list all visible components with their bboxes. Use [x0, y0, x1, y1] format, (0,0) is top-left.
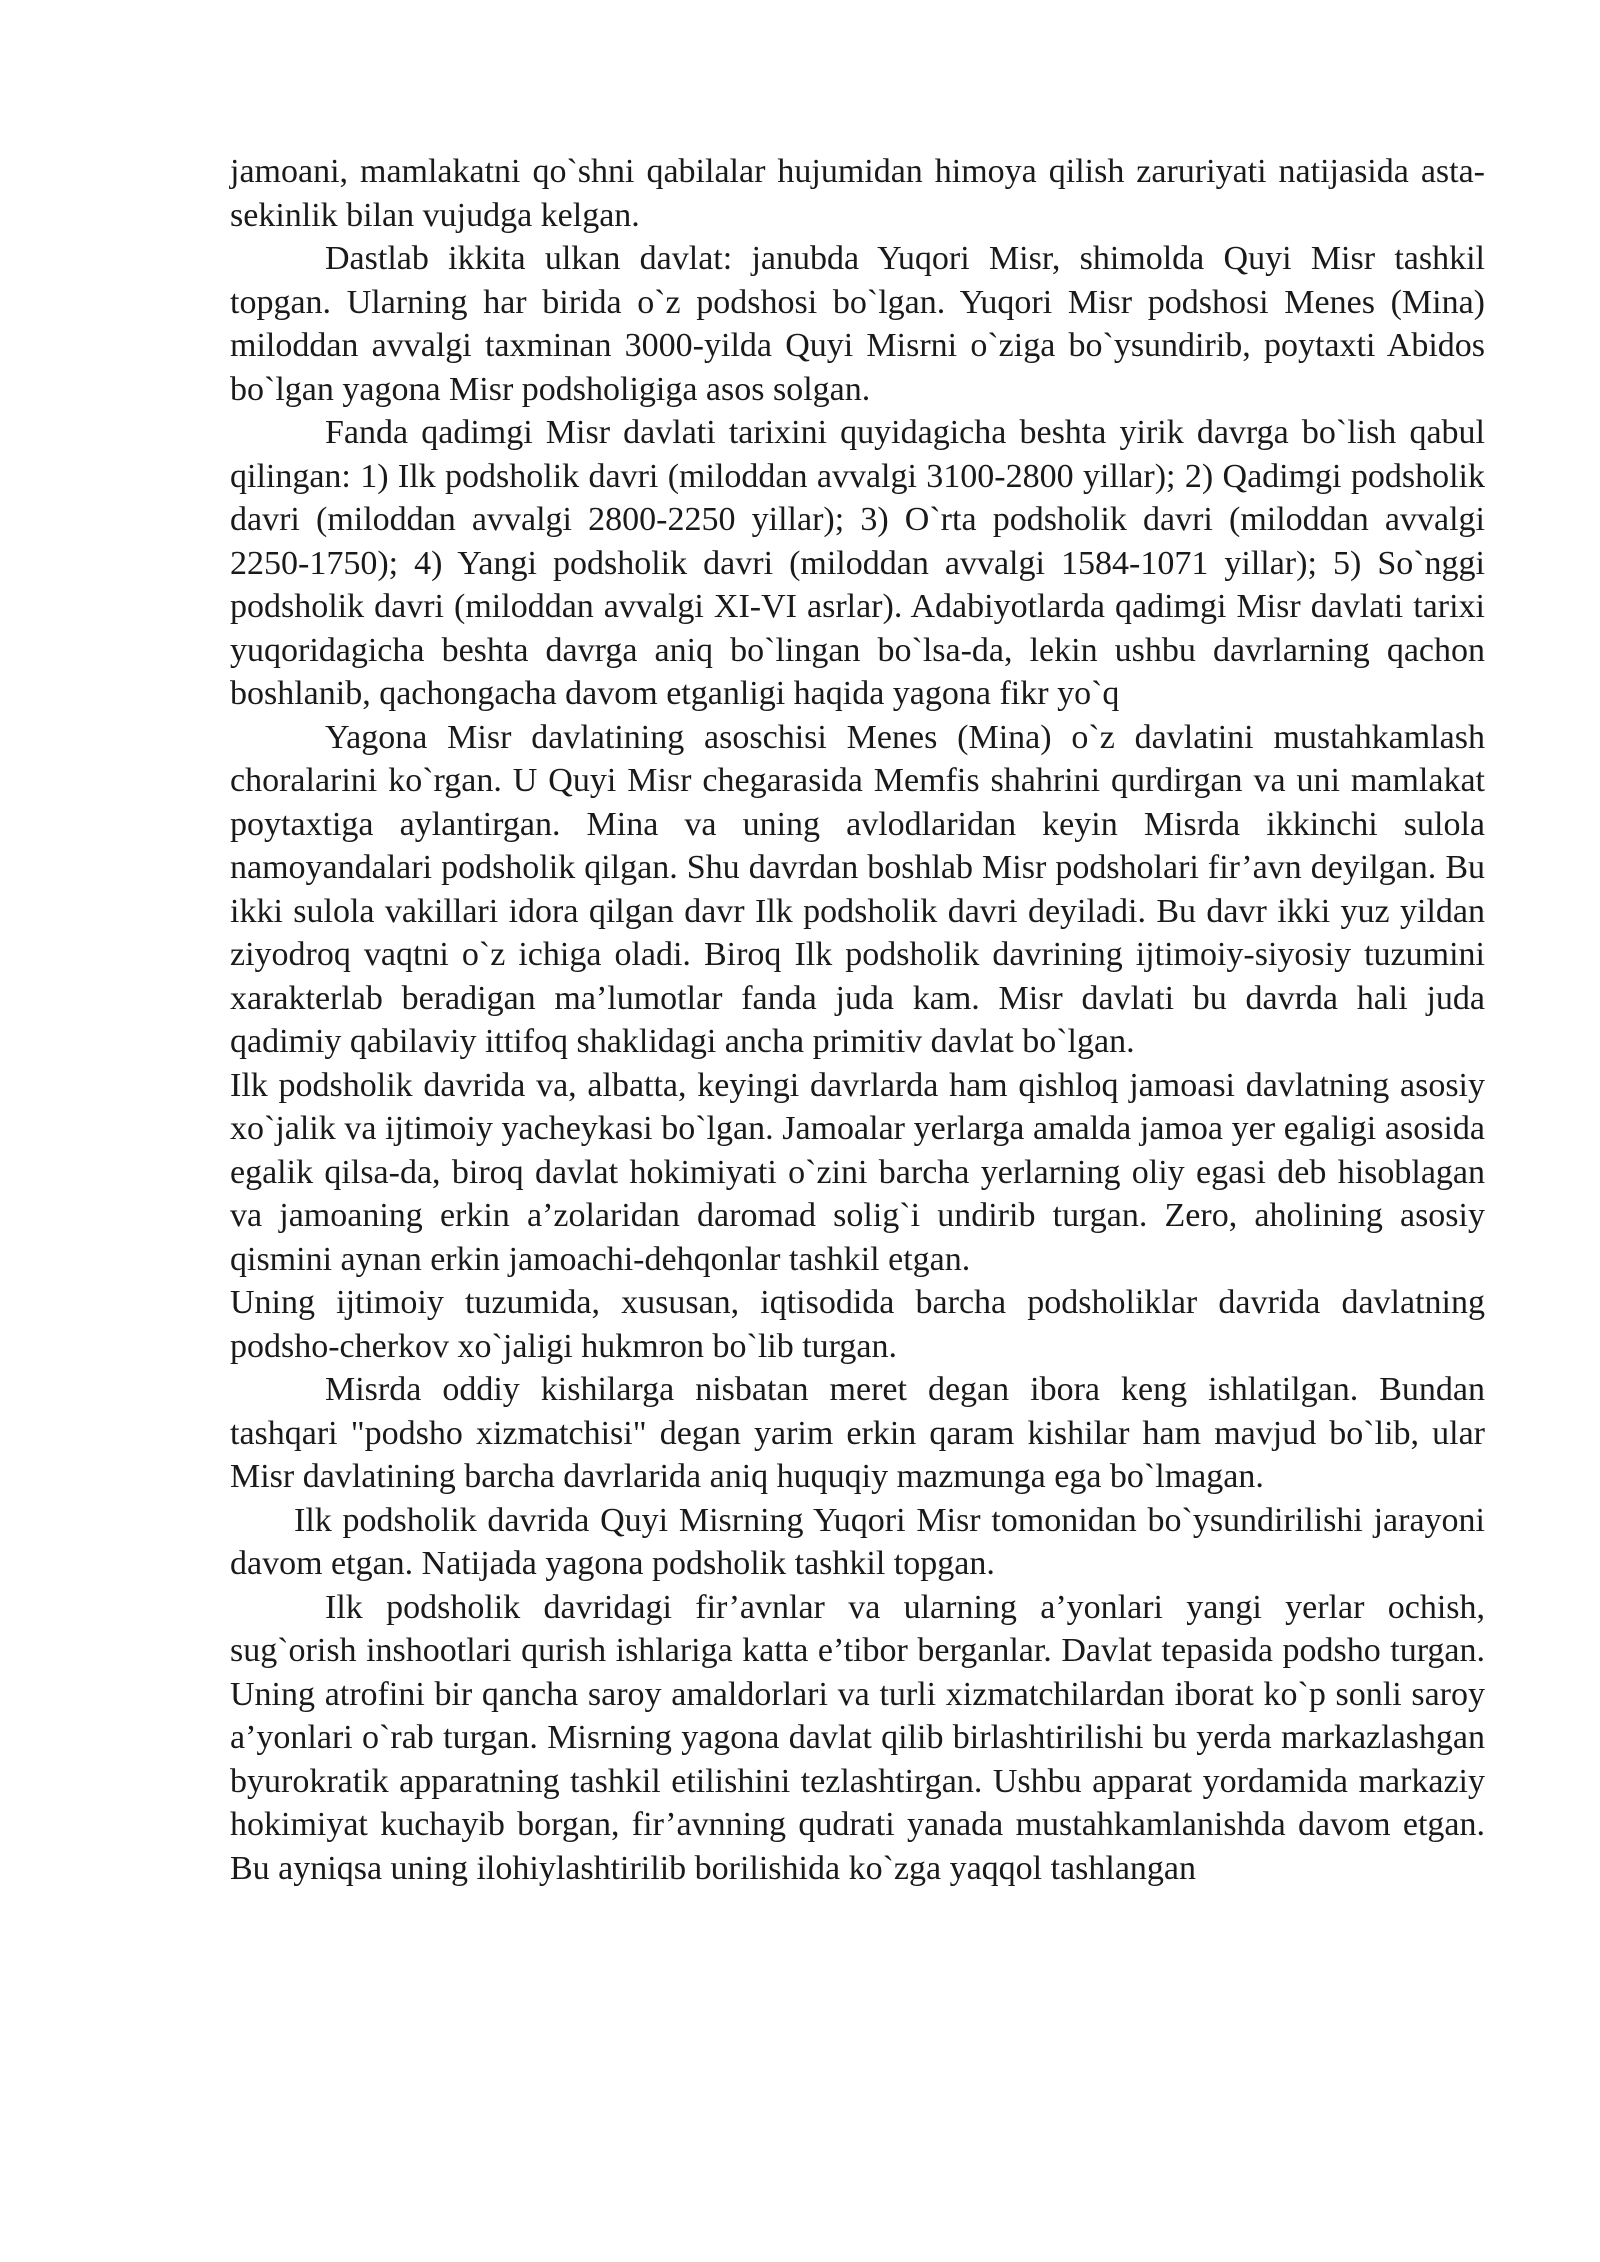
paragraph-social-structure: Uning ijtimoiy tuzumida, xususan, iqtisodida barcha podsholiklar davrida davlatning podsho-cherkov xo`jaligi hukmron bo`lib turgan. — [230, 1284, 1485, 1365]
paragraph-meret: Misrda oddiy kishilarga nisbatan meret degan ibora keng ishlatilgan. Bundan tashqari "podsho xizmatchisi" degan yarim erkin qaram kishilar ham mavjud bo`lib, ular Misr davlatining barcha davrlarida aniq huquqiy mazmunga ega bo`lmagan. — [230, 1371, 1485, 1495]
document-body — [230, 150, 1485, 1890]
paragraph-unification: Ilk podsholik davrida Quyi Misrning Yuqori Misr tomonidan bo`ysundirilishi jarayoni davom etgan. Natijada yagona podsholik tashkil topgan. — [230, 1501, 1485, 1582]
paragraph-menes-founder: Yagona Misr davlatining asoschisi Menes (Mina) o`z davlatini mustahkamlash choralarini ko`rgan. U Quyi Misr chegarasida Memfis shahrini qurdirgan va uni mamlakat poytaxtiga aylantirgan. Mina va uning avlodlaridan keyin Misrda ikkinchi sulola namoyandalari podsholik qilgan. Shu davrdan boshlab Misr podsholari fir’avn deyilgan. Bu ikki sulola vakillari idora qilgan davr Ilk podsholik davri deyiladi. Bu davr ikki yuz yildan ziyodroq vaqtni o`z ichiga oladi. Biroq Ilk podsholik davrining ijtimoiy-siyosiy tuzumini xarakterlab beradigan ma’lumotlar fanda juda kam. Misr davlati bu davrda hali juda qadimiy qabilaviy ittifoq shaklidagi ancha primitiv davlat bo`lgan. — [230, 718, 1485, 1060]
paragraph-periodization: Fanda qadimgi Misr davlati tarixini quyidagicha beshta yirik davrga bo`lish qabul qilingan: 1) Ilk podsholik davri (miloddan avvalgi 3100-2800 yillar); 2) Qadimgi podsholik davri (miloddan avvalgi 2800-2250 yillar); 3) O`rta podsholik davri (miloddan avvalgi 2250-1750); 4) Yangi podsholik davri (miloddan avvalgi 1584-1071 yillar); 5) So`nggi podsholik davri (miloddan avvalgi XI-VI asrlar). Adabiyotlarda qadimgi Misr davlati tarixi yuqoridagicha beshta davrga aniq bo`lingan bo`lsa-da, lekin ushbu davrlarning qachon boshlanib, qachongacha davom etganligi haqida yagona fikr yo`q — [230, 414, 1485, 712]
paragraph-continuation: jamoani, mamlakatni qo`shni qabilalar hujumidan himoya qilish zaruriyati natijasida asta-sekinlik bilan vujudga kelgan. — [230, 153, 1485, 234]
paragraph-village-community: Ilk podsholik davrida va, albatta, keyingi davrlarda ham qishloq jamoasi davlatning asosiy xo`jalik va ijtimoiy yacheykasi bo`lgan. Jamoalar yerlarga amalda jamoa yer egaligi asosida egalik qilsa-da, biroq davlat hokimiyati o`zini barcha yerlarning oliy egasi deb hisoblagan va jamoaning erkin a’zolaridan daromad solig`i undirib turgan. Zero, aholining asosiy qismini aynan erkin jamoachi-dehqonlar tashkil etgan. — [230, 1066, 1485, 1278]
paragraph-pharaohs: Ilk podsholik davridagi fir’avnlar va ularning a’yonlari yangi yerlar ochish, sug`orish inshootlari qurish ishlariga katta e’tibor berganlar. Davlat tepasida podsho turgan. Uning atrofini bir qancha saroy amaldorlari va turli xizmatchilardan iborat ko`p sonli saroy a’yonlari o`rab turgan. Misrning yagona davlat qilib birlashtirilishi bu yerda markazlashgan byurokratik apparatning tashkil etilishini tezlashtirgan. Ushbu apparat yordamida markaziy hokimiyat kuchayib borgan, fir’avnning qudrati yanada mustahkamlanishda davom etgan. Bu ayniqsa uning ilohiylashtirilib borilishida ko`zga yaqqol tashlangan — [230, 1588, 1485, 1887]
paragraph-two-states: Dastlab ikkita ulkan davlat: janubda Yuqori Misr, shimolda Quyi Misr tashkil topgan. Ularning har birida o`z podshosi bo`lgan. Yuqori Misr podshosi Menes (Mina) miloddan avvalgi taxminan 3000-yilda Quyi Misrni o`ziga bo`ysundirib, poytaxti Abidos bo`lgan yagona Misr podsholigiga asos solgan. — [230, 240, 1485, 408]
